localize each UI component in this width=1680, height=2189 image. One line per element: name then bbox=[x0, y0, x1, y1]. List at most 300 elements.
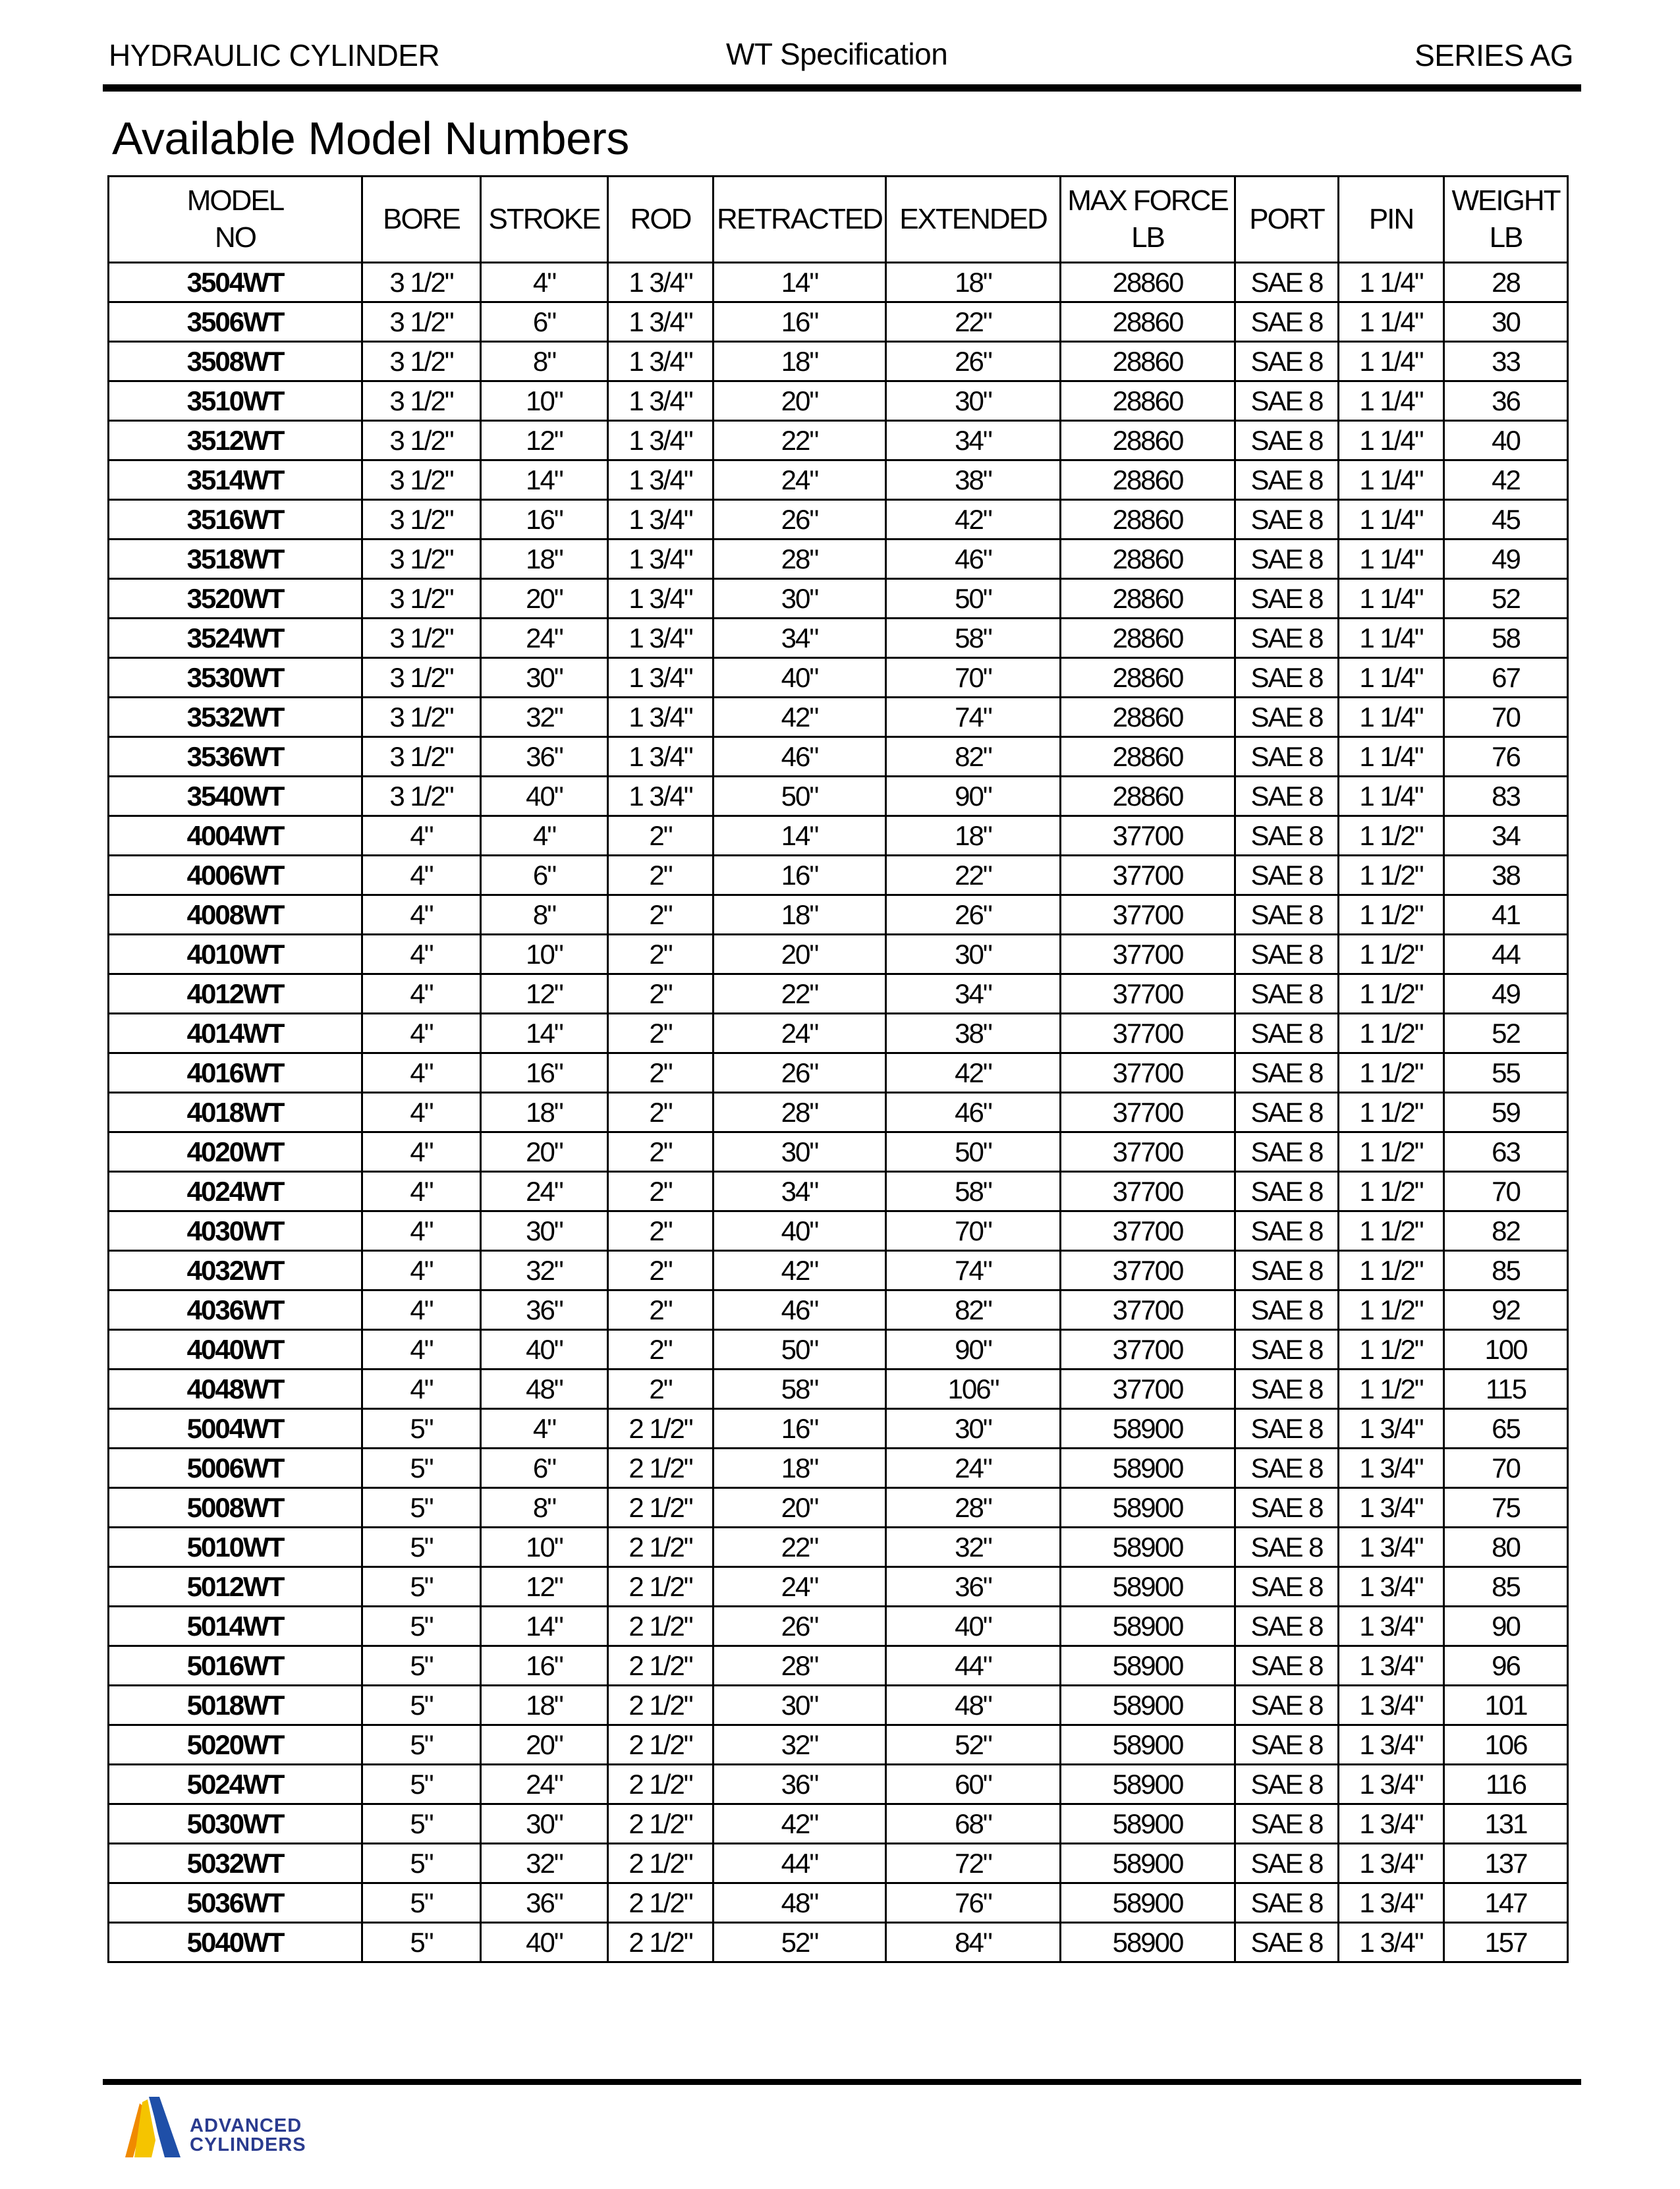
cell-weight: 52 bbox=[1444, 1014, 1568, 1053]
cell-pin: 1 3/4" bbox=[1339, 1488, 1444, 1528]
table-row bbox=[109, 1804, 1568, 1844]
cell-weight: 44 bbox=[1444, 935, 1568, 974]
cell-weight: 90 bbox=[1444, 1607, 1568, 1646]
cell-port: SAE 8 bbox=[1235, 1725, 1339, 1765]
cell-pin: 1 1/4" bbox=[1339, 500, 1444, 540]
cell-weight: 82 bbox=[1444, 1211, 1568, 1251]
cell-stroke: 20" bbox=[481, 579, 608, 619]
cell-rod: 2 1/2" bbox=[608, 1686, 714, 1725]
cell-weight: 38 bbox=[1444, 856, 1568, 895]
cell-port: SAE 8 bbox=[1235, 619, 1339, 658]
cell-max-force: 28860 bbox=[1061, 381, 1235, 421]
cell-pin: 1 1/2" bbox=[1339, 1014, 1444, 1053]
cell-model-no: 4020WT bbox=[109, 1132, 362, 1172]
cell-stroke: 16" bbox=[481, 500, 608, 540]
cell-port: SAE 8 bbox=[1235, 1607, 1339, 1646]
cell-stroke: 12" bbox=[481, 974, 608, 1014]
cell-stroke: 8" bbox=[481, 1488, 608, 1528]
cell-port: SAE 8 bbox=[1235, 1765, 1339, 1804]
cell-max-force: 58900 bbox=[1061, 1844, 1235, 1883]
logo-blue-shape bbox=[149, 2097, 181, 2157]
cell-max-force: 58900 bbox=[1061, 1883, 1235, 1923]
cell-bore: 5" bbox=[362, 1844, 481, 1883]
cell-weight: 65 bbox=[1444, 1409, 1568, 1449]
cell-extended: 38" bbox=[886, 1014, 1061, 1053]
column-header-line: MODEL bbox=[186, 184, 284, 217]
cell-port: SAE 8 bbox=[1235, 1330, 1339, 1370]
cell-max-force: 28860 bbox=[1061, 421, 1235, 460]
cell-weight: 80 bbox=[1444, 1528, 1568, 1567]
cell-port: SAE 8 bbox=[1235, 895, 1339, 935]
cell-port: SAE 8 bbox=[1235, 1409, 1339, 1449]
cell-weight: 76 bbox=[1444, 737, 1568, 777]
cell-extended: 46" bbox=[886, 540, 1061, 579]
cell-max-force: 58900 bbox=[1061, 1646, 1235, 1686]
cell-extended: 90" bbox=[886, 1330, 1061, 1370]
cell-stroke: 6" bbox=[481, 1449, 608, 1488]
cell-max-force: 58900 bbox=[1061, 1686, 1235, 1725]
cell-model-no: 5004WT bbox=[109, 1409, 362, 1449]
cell-rod: 2" bbox=[608, 1132, 714, 1172]
cell-stroke: 20" bbox=[481, 1132, 608, 1172]
cell-port: SAE 8 bbox=[1235, 1172, 1339, 1211]
column-header-unit: LB bbox=[1131, 221, 1164, 254]
cell-rod: 2" bbox=[608, 1014, 714, 1053]
cell-weight: 49 bbox=[1444, 974, 1568, 1014]
cell-bore: 3 1/2" bbox=[362, 698, 481, 737]
cell-retracted: 22" bbox=[714, 1528, 886, 1567]
cell-rod: 2" bbox=[608, 816, 714, 856]
cell-model-no: 3512WT bbox=[109, 421, 362, 460]
cell-bore: 5" bbox=[362, 1488, 481, 1528]
cell-pin: 1 3/4" bbox=[1339, 1686, 1444, 1725]
cell-max-force: 37700 bbox=[1061, 1014, 1235, 1053]
column-header-line: BORE bbox=[383, 203, 460, 235]
cell-retracted: 28" bbox=[714, 540, 886, 579]
cell-pin: 1 1/2" bbox=[1339, 935, 1444, 974]
cell-bore: 4" bbox=[362, 816, 481, 856]
cell-port: SAE 8 bbox=[1235, 1686, 1339, 1725]
cell-retracted: 50" bbox=[714, 777, 886, 816]
cell-model-no: 4018WT bbox=[109, 1093, 362, 1132]
cell-pin: 1 3/4" bbox=[1339, 1567, 1444, 1607]
cell-rod: 2" bbox=[608, 935, 714, 974]
cell-model-no: 5032WT bbox=[109, 1844, 362, 1883]
column-header-unit: LB bbox=[1489, 221, 1523, 254]
cell-bore: 4" bbox=[362, 974, 481, 1014]
cell-port: SAE 8 bbox=[1235, 421, 1339, 460]
cell-extended: 18" bbox=[886, 816, 1061, 856]
cell-bore: 5" bbox=[362, 1765, 481, 1804]
cell-max-force: 37700 bbox=[1061, 1211, 1235, 1251]
cell-weight: 41 bbox=[1444, 895, 1568, 935]
cell-retracted: 20" bbox=[714, 935, 886, 974]
cell-bore: 5" bbox=[362, 1646, 481, 1686]
cell-pin: 1 1/4" bbox=[1339, 540, 1444, 579]
cell-max-force: 37700 bbox=[1061, 856, 1235, 895]
cell-rod: 2" bbox=[608, 974, 714, 1014]
cell-stroke: 48" bbox=[481, 1370, 608, 1409]
cell-max-force: 28860 bbox=[1061, 540, 1235, 579]
cell-retracted: 50" bbox=[714, 1330, 886, 1370]
cell-retracted: 20" bbox=[714, 381, 886, 421]
cell-max-force: 37700 bbox=[1061, 935, 1235, 974]
cell-model-no: 5006WT bbox=[109, 1449, 362, 1488]
header-series: SERIES AG bbox=[1414, 38, 1573, 72]
cell-rod: 2" bbox=[608, 1370, 714, 1409]
cell-max-force: 37700 bbox=[1061, 1172, 1235, 1211]
cell-retracted: 24" bbox=[714, 460, 886, 500]
table-row bbox=[109, 737, 1568, 777]
cell-stroke: 30" bbox=[481, 1211, 608, 1251]
cell-stroke: 12" bbox=[481, 421, 608, 460]
cell-stroke: 40" bbox=[481, 1330, 608, 1370]
cell-bore: 5" bbox=[362, 1883, 481, 1923]
cell-retracted: 44" bbox=[714, 1844, 886, 1883]
cell-max-force: 28860 bbox=[1061, 658, 1235, 698]
cell-rod: 2" bbox=[608, 1053, 714, 1093]
cell-max-force: 58900 bbox=[1061, 1725, 1235, 1765]
table-row bbox=[109, 1211, 1568, 1251]
cell-pin: 1 1/4" bbox=[1339, 421, 1444, 460]
column-header-bore bbox=[362, 177, 481, 263]
cell-model-no: 3520WT bbox=[109, 579, 362, 619]
cell-rod: 1 3/4" bbox=[608, 421, 714, 460]
cell-port: SAE 8 bbox=[1235, 540, 1339, 579]
cell-rod: 1 3/4" bbox=[608, 619, 714, 658]
cell-weight: 96 bbox=[1444, 1646, 1568, 1686]
cell-retracted: 28" bbox=[714, 1093, 886, 1132]
cell-bore: 4" bbox=[362, 1330, 481, 1370]
cell-port: SAE 8 bbox=[1235, 500, 1339, 540]
cell-retracted: 30" bbox=[714, 1132, 886, 1172]
cell-retracted: 32" bbox=[714, 1725, 886, 1765]
cell-retracted: 30" bbox=[714, 1686, 886, 1725]
table-row bbox=[109, 1370, 1568, 1409]
cell-max-force: 58900 bbox=[1061, 1449, 1235, 1488]
cell-retracted: 42" bbox=[714, 1251, 886, 1290]
table-body bbox=[109, 263, 1568, 1962]
cell-stroke: 10" bbox=[481, 1528, 608, 1567]
cell-extended: 28" bbox=[886, 1488, 1061, 1528]
cell-port: SAE 8 bbox=[1235, 1567, 1339, 1607]
cell-max-force: 28860 bbox=[1061, 777, 1235, 816]
cell-weight: 45 bbox=[1444, 500, 1568, 540]
cell-port: SAE 8 bbox=[1235, 1370, 1339, 1409]
cell-port: SAE 8 bbox=[1235, 1528, 1339, 1567]
cell-rod: 2" bbox=[608, 1290, 714, 1330]
cell-rod: 2 1/2" bbox=[608, 1923, 714, 1962]
cell-weight: 49 bbox=[1444, 540, 1568, 579]
cell-model-no: 4010WT bbox=[109, 935, 362, 974]
cell-rod: 2" bbox=[608, 895, 714, 935]
cell-pin: 1 1/2" bbox=[1339, 1053, 1444, 1093]
cell-extended: 44" bbox=[886, 1646, 1061, 1686]
cell-stroke: 20" bbox=[481, 1725, 608, 1765]
cell-model-no: 4030WT bbox=[109, 1211, 362, 1251]
cell-retracted: 42" bbox=[714, 698, 886, 737]
cell-extended: 30" bbox=[886, 381, 1061, 421]
cell-pin: 1 1/2" bbox=[1339, 1330, 1444, 1370]
cell-rod: 2 1/2" bbox=[608, 1409, 714, 1449]
cell-pin: 1 3/4" bbox=[1339, 1765, 1444, 1804]
cell-rod: 1 3/4" bbox=[608, 263, 714, 302]
cell-pin: 1 1/4" bbox=[1339, 381, 1444, 421]
cell-extended: 74" bbox=[886, 1251, 1061, 1290]
cell-retracted: 46" bbox=[714, 1290, 886, 1330]
cell-max-force: 37700 bbox=[1061, 1370, 1235, 1409]
cell-max-force: 28860 bbox=[1061, 698, 1235, 737]
cell-model-no: 4014WT bbox=[109, 1014, 362, 1053]
cell-rod: 2 1/2" bbox=[608, 1725, 714, 1765]
cell-rod: 2" bbox=[608, 1330, 714, 1370]
cell-bore: 4" bbox=[362, 1132, 481, 1172]
cell-retracted: 20" bbox=[714, 1488, 886, 1528]
cell-max-force: 28860 bbox=[1061, 737, 1235, 777]
cell-max-force: 28860 bbox=[1061, 460, 1235, 500]
cell-rod: 2" bbox=[608, 1093, 714, 1132]
cell-extended: 48" bbox=[886, 1686, 1061, 1725]
column-header-line: MAX FORCE bbox=[1067, 184, 1228, 217]
cell-max-force: 37700 bbox=[1061, 1330, 1235, 1370]
cell-bore: 5" bbox=[362, 1725, 481, 1765]
cell-pin: 1 3/4" bbox=[1339, 1923, 1444, 1962]
table-row bbox=[109, 1646, 1568, 1686]
cell-model-no: 5008WT bbox=[109, 1488, 362, 1528]
table-row bbox=[109, 1053, 1568, 1093]
table-row bbox=[109, 421, 1568, 460]
cell-stroke: 30" bbox=[481, 1804, 608, 1844]
cell-max-force: 58900 bbox=[1061, 1804, 1235, 1844]
cell-model-no: 4012WT bbox=[109, 974, 362, 1014]
cell-bore: 4" bbox=[362, 1093, 481, 1132]
cell-weight: 70 bbox=[1444, 1172, 1568, 1211]
cell-max-force: 58900 bbox=[1061, 1923, 1235, 1962]
cell-weight: 70 bbox=[1444, 1449, 1568, 1488]
cell-extended: 50" bbox=[886, 579, 1061, 619]
cell-extended: 22" bbox=[886, 302, 1061, 342]
cell-weight: 106 bbox=[1444, 1725, 1568, 1765]
cell-pin: 1 1/4" bbox=[1339, 302, 1444, 342]
cell-extended: 46" bbox=[886, 1093, 1061, 1132]
cell-stroke: 40" bbox=[481, 777, 608, 816]
cell-max-force: 37700 bbox=[1061, 974, 1235, 1014]
cell-model-no: 5030WT bbox=[109, 1804, 362, 1844]
cell-pin: 1 1/2" bbox=[1339, 856, 1444, 895]
cell-weight: 100 bbox=[1444, 1330, 1568, 1370]
cell-port: SAE 8 bbox=[1235, 1449, 1339, 1488]
cell-retracted: 30" bbox=[714, 579, 886, 619]
cell-stroke: 16" bbox=[481, 1646, 608, 1686]
cell-pin: 1 1/4" bbox=[1339, 619, 1444, 658]
table-row bbox=[109, 500, 1568, 540]
table-row bbox=[109, 1923, 1568, 1962]
cell-retracted: 40" bbox=[714, 658, 886, 698]
cell-bore: 4" bbox=[362, 1211, 481, 1251]
cell-port: SAE 8 bbox=[1235, 1132, 1339, 1172]
cell-retracted: 34" bbox=[714, 1172, 886, 1211]
cell-pin: 1 3/4" bbox=[1339, 1844, 1444, 1883]
cell-rod: 1 3/4" bbox=[608, 698, 714, 737]
column-header-retracted bbox=[714, 177, 886, 263]
cell-rod: 1 3/4" bbox=[608, 658, 714, 698]
cell-rod: 2 1/2" bbox=[608, 1646, 714, 1686]
cell-bore: 5" bbox=[362, 1409, 481, 1449]
logo-line-1: ADVANCED bbox=[190, 2115, 302, 2136]
cell-port: SAE 8 bbox=[1235, 1804, 1339, 1844]
cell-max-force: 37700 bbox=[1061, 1251, 1235, 1290]
cell-model-no: 4048WT bbox=[109, 1370, 362, 1409]
cell-rod: 1 3/4" bbox=[608, 381, 714, 421]
cell-stroke: 32" bbox=[481, 1844, 608, 1883]
cell-stroke: 30" bbox=[481, 658, 608, 698]
cell-extended: 106" bbox=[886, 1370, 1061, 1409]
cell-bore: 4" bbox=[362, 1370, 481, 1409]
cell-model-no: 4040WT bbox=[109, 1330, 362, 1370]
cell-retracted: 16" bbox=[714, 856, 886, 895]
table-row bbox=[109, 1567, 1568, 1607]
page-title: Available Model Numbers bbox=[112, 113, 629, 164]
cell-bore: 3 1/2" bbox=[362, 737, 481, 777]
cell-extended: 60" bbox=[886, 1765, 1061, 1804]
footer-rule bbox=[103, 2079, 1581, 2085]
cell-max-force: 37700 bbox=[1061, 1132, 1235, 1172]
cell-port: SAE 8 bbox=[1235, 1883, 1339, 1923]
cell-pin: 1 1/2" bbox=[1339, 1132, 1444, 1172]
cell-extended: 74" bbox=[886, 698, 1061, 737]
cell-stroke: 36" bbox=[481, 1290, 608, 1330]
cell-bore: 3 1/2" bbox=[362, 421, 481, 460]
cell-stroke: 16" bbox=[481, 1053, 608, 1093]
table-row bbox=[109, 816, 1568, 856]
cell-retracted: 18" bbox=[714, 895, 886, 935]
cell-port: SAE 8 bbox=[1235, 302, 1339, 342]
cell-stroke: 14" bbox=[481, 460, 608, 500]
column-header-stroke bbox=[481, 177, 608, 263]
cell-port: SAE 8 bbox=[1235, 381, 1339, 421]
cell-extended: 40" bbox=[886, 1607, 1061, 1646]
table-row bbox=[109, 1449, 1568, 1488]
cell-max-force: 37700 bbox=[1061, 895, 1235, 935]
cell-pin: 1 1/2" bbox=[1339, 1093, 1444, 1132]
column-header-line: ROD bbox=[630, 203, 691, 235]
cell-stroke: 32" bbox=[481, 1251, 608, 1290]
cell-max-force: 28860 bbox=[1061, 342, 1235, 381]
cell-extended: 68" bbox=[886, 1804, 1061, 1844]
cell-bore: 5" bbox=[362, 1449, 481, 1488]
cell-weight: 36 bbox=[1444, 381, 1568, 421]
cell-stroke: 8" bbox=[481, 342, 608, 381]
cell-max-force: 28860 bbox=[1061, 302, 1235, 342]
cell-bore: 5" bbox=[362, 1804, 481, 1844]
cell-rod: 2 1/2" bbox=[608, 1844, 714, 1883]
cell-pin: 1 1/2" bbox=[1339, 816, 1444, 856]
cell-model-no: 5036WT bbox=[109, 1883, 362, 1923]
cell-extended: 50" bbox=[886, 1132, 1061, 1172]
cell-retracted: 48" bbox=[714, 1883, 886, 1923]
cell-weight: 63 bbox=[1444, 1132, 1568, 1172]
cell-bore: 3 1/2" bbox=[362, 302, 481, 342]
cell-extended: 70" bbox=[886, 1211, 1061, 1251]
cell-stroke: 6" bbox=[481, 302, 608, 342]
cell-weight: 92 bbox=[1444, 1290, 1568, 1330]
cell-model-no: 4016WT bbox=[109, 1053, 362, 1093]
cell-max-force: 37700 bbox=[1061, 1290, 1235, 1330]
cell-port: SAE 8 bbox=[1235, 1488, 1339, 1528]
cell-model-no: 4006WT bbox=[109, 856, 362, 895]
table-row bbox=[109, 1686, 1568, 1725]
cell-retracted: 24" bbox=[714, 1567, 886, 1607]
cell-port: SAE 8 bbox=[1235, 1093, 1339, 1132]
cell-extended: 58" bbox=[886, 619, 1061, 658]
cell-extended: 82" bbox=[886, 1290, 1061, 1330]
cell-stroke: 24" bbox=[481, 1172, 608, 1211]
cell-extended: 34" bbox=[886, 421, 1061, 460]
cell-model-no: 5040WT bbox=[109, 1923, 362, 1962]
cell-pin: 1 1/4" bbox=[1339, 658, 1444, 698]
table-row bbox=[109, 974, 1568, 1014]
cell-bore: 4" bbox=[362, 1251, 481, 1290]
cell-port: SAE 8 bbox=[1235, 579, 1339, 619]
cell-model-no: 4004WT bbox=[109, 816, 362, 856]
cell-rod: 2 1/2" bbox=[608, 1883, 714, 1923]
table-row bbox=[109, 342, 1568, 381]
cell-extended: 58" bbox=[886, 1172, 1061, 1211]
cell-bore: 4" bbox=[362, 895, 481, 935]
cell-weight: 137 bbox=[1444, 1844, 1568, 1883]
cell-weight: 55 bbox=[1444, 1053, 1568, 1093]
cell-bore: 3 1/2" bbox=[362, 579, 481, 619]
cell-rod: 2" bbox=[608, 1251, 714, 1290]
column-header-line: STROKE bbox=[488, 203, 600, 235]
column-header-line: PIN bbox=[1368, 203, 1414, 235]
table-row bbox=[109, 698, 1568, 737]
cell-model-no: 3530WT bbox=[109, 658, 362, 698]
cell-model-no: 4032WT bbox=[109, 1251, 362, 1290]
cell-rod: 2" bbox=[608, 1211, 714, 1251]
table-row bbox=[109, 1883, 1568, 1923]
cell-model-no: 5014WT bbox=[109, 1607, 362, 1646]
cell-extended: 30" bbox=[886, 1409, 1061, 1449]
table-row bbox=[109, 1844, 1568, 1883]
cell-max-force: 58900 bbox=[1061, 1528, 1235, 1567]
cell-pin: 1 1/4" bbox=[1339, 342, 1444, 381]
cell-rod: 2 1/2" bbox=[608, 1528, 714, 1567]
cell-rod: 2 1/2" bbox=[608, 1567, 714, 1607]
cell-pin: 1 3/4" bbox=[1339, 1409, 1444, 1449]
cell-pin: 1 3/4" bbox=[1339, 1646, 1444, 1686]
cell-weight: 30 bbox=[1444, 302, 1568, 342]
cell-extended: 22" bbox=[886, 856, 1061, 895]
table-row bbox=[109, 302, 1568, 342]
cell-retracted: 52" bbox=[714, 1923, 886, 1962]
cell-retracted: 40" bbox=[714, 1211, 886, 1251]
table-row bbox=[109, 1251, 1568, 1290]
cell-retracted: 42" bbox=[714, 1804, 886, 1844]
cell-rod: 2 1/2" bbox=[608, 1804, 714, 1844]
cell-max-force: 58900 bbox=[1061, 1567, 1235, 1607]
cell-retracted: 16" bbox=[714, 1409, 886, 1449]
cell-extended: 26" bbox=[886, 342, 1061, 381]
cell-bore: 4" bbox=[362, 1014, 481, 1053]
cell-bore: 5" bbox=[362, 1686, 481, 1725]
cell-retracted: 16" bbox=[714, 302, 886, 342]
cell-stroke: 18" bbox=[481, 1093, 608, 1132]
cell-extended: 34" bbox=[886, 974, 1061, 1014]
cell-port: SAE 8 bbox=[1235, 935, 1339, 974]
cell-stroke: 4" bbox=[481, 263, 608, 302]
cell-max-force: 37700 bbox=[1061, 816, 1235, 856]
